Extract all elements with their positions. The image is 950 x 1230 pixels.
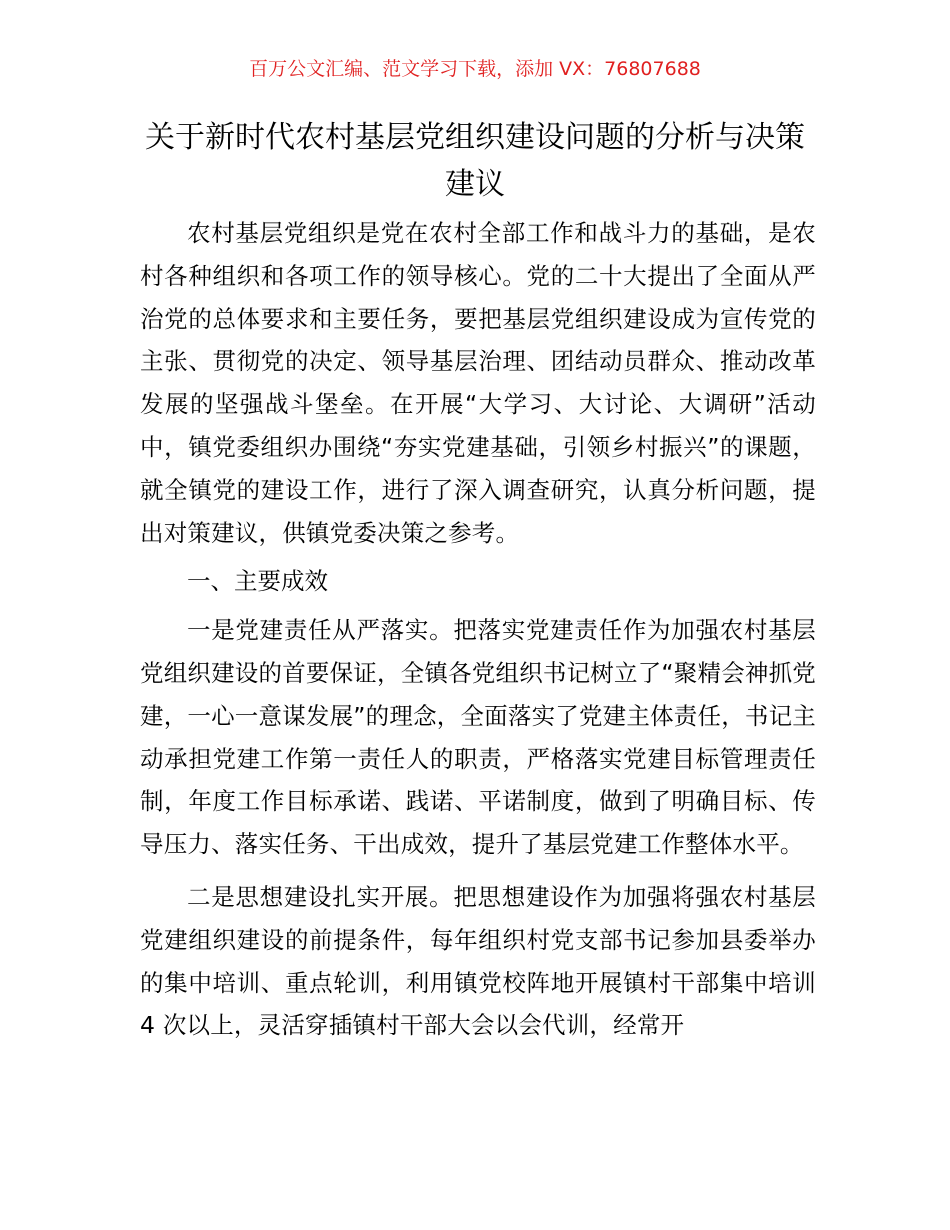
paragraph-gap: [140, 866, 816, 876]
page-title: 关于新时代农村基层党组织建设问题的分析与决策建议: [145, 120, 805, 202]
paragraph-2: 二是思想建设扎实开展。把思想建设作为加强将强农村基层党建组织建设的前提条件，每年组织村党支部书记参加县委举办的集中培训、重点轮训，利用镇党校阵地开展镇村干部集中培训 4 次以上，灵活穿插镇村干部大会以会代训，经常开: [140, 882, 816, 1040]
intro-paragraph: 农村基层党组织是党在农村全部工作和战斗力的基础，是农村各种组织和各项工作的领导核心。党的二十大提出了全面从严治党的总体要求和主要任务，要把基层党组织建设成为宣传党的主张、贯彻党的决定、领导基层治理、团结动员群众、推动改革发展的坚强战斗堡垒。在开展“大学习、大讨论、大调研”活动中，镇党委组织办围绕“夯实党建基础，引领乡村振兴”的课题，就全镇党的建设工作，进行了深入调查研究，认真分析问题，提出对策建议，供镇党委决策之参考。: [140, 219, 816, 547]
paragraph-1: 一是党建责任从严落实。把落实党建责任作为加强农村基层党组织建设的首要保证，全镇各党组织书记树立了“聚精会神抓党建，一心一意谋发展”的理念，全面落实了党建主体责任，书记主动承担党建工作第一责任人的职责，严格落实党建目标管理责任制，年度工作目标承诺、践诺、平诺制度，做到了明确目标、传导压力、落实任务、干出成效，提升了基层党建工作整体水平。: [140, 616, 816, 859]
section-heading: 一、主要成效: [187, 567, 328, 596]
document-body: [140, 212, 816, 1047]
header-banner: 百万公文汇编、范文学习下载，添加 VX：76807688: [249, 58, 701, 80]
